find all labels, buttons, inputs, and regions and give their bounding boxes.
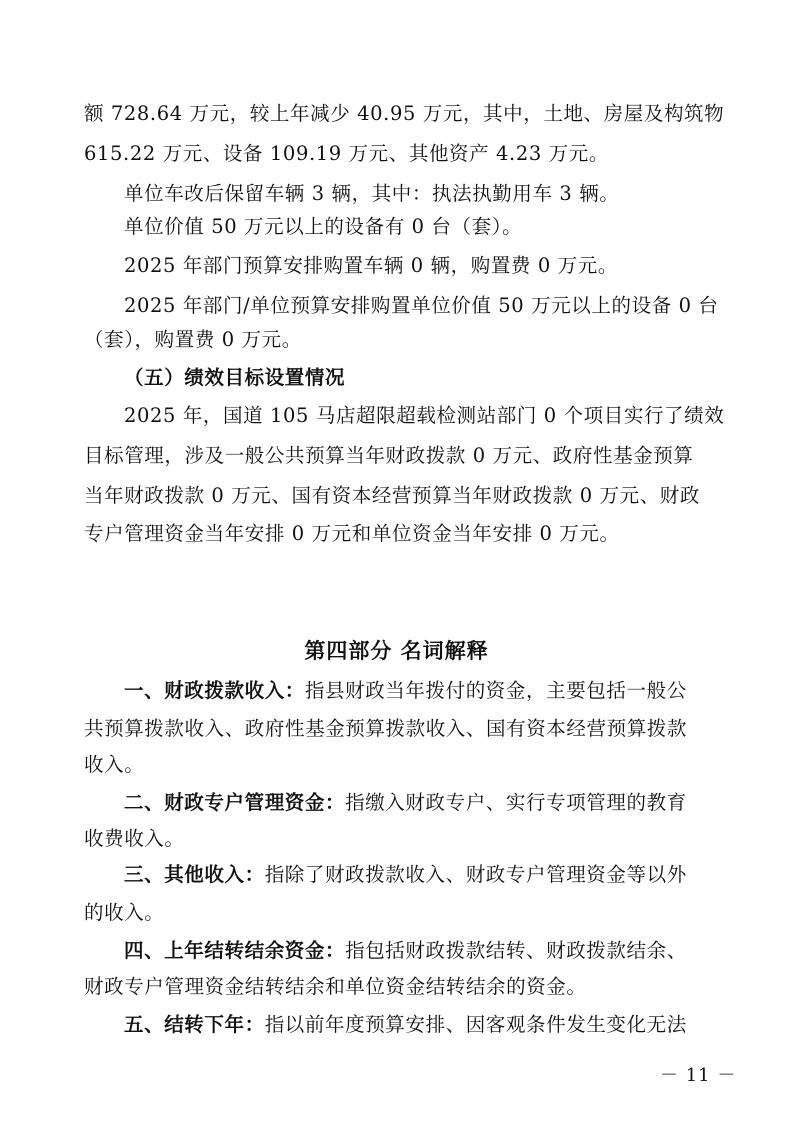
definition-4-line-1 [124, 937, 724, 965]
vehicles-text: 单位车改后保留车辆 3 辆，其中：执法执勤用车 3 辆。 [124, 182, 620, 205]
page-number: － 11 － [660, 1065, 737, 1086]
definition-3-line-2: 的收入。 [84, 901, 165, 924]
definition-1-line-2: 共预算拨款收入、政府性基金预算拨款收入、国有资本经营预算拨款 [84, 717, 688, 740]
definition-1-line-3: 收入。 [84, 753, 145, 776]
definition-text: 指除了财政拨款收入、财政专户管理资金等以外 [264, 863, 687, 886]
performance-line-2: 目标管理，涉及一般公共预算当年财政拨款 0 万元、政府性基金预算 [84, 444, 694, 467]
definition-3-line-1 [124, 861, 724, 889]
definition-term: 三、其他收入： [124, 863, 265, 886]
definition-1-line-1 [124, 677, 724, 705]
purchase-equipment-line-2: （套），购置费 0 万元。 [84, 328, 302, 351]
definition-term: 二、财政专户管理资金： [124, 791, 346, 814]
definition-2-line-2: 收费收入。 [84, 827, 185, 850]
assets-line-2: 615.22 万元、设备 109.19 万元、其他资产 4.23 万元。 [84, 142, 609, 165]
purchase-vehicles-text: 2025 年部门预算安排购置车辆 0 辆，购置费 0 万元。 [124, 254, 618, 277]
definition-term: 五、结转下年： [124, 1013, 265, 1036]
definition-text: 指缴入财政专户、实行专项管理的教育 [345, 791, 687, 814]
performance-line-4: 专户管理资金当年安排 0 万元和单位资金当年安排 0 万元。 [84, 522, 620, 545]
definition-2-line-1 [124, 789, 724, 817]
purchase-equipment-line-1: 2025 年部门/单位预算安排购置单位价值 50 万元以上的设备 0 台 [124, 294, 719, 317]
definition-text: 指县财政当年拨付的资金，主要包括一般公 [304, 679, 687, 702]
performance-line-3: 当年财政拨款 0 万元、国有资本经营预算当年财政拨款 0 万元、财政 [84, 484, 701, 507]
section-title: 第四部分 名词解释 [304, 639, 489, 663]
definition-text: 指以前年度预算安排、因客观条件发生变化无法 [264, 1013, 687, 1036]
equipment-text: 单位价值 50 万元以上的设备有 0 台（套）。 [124, 215, 523, 238]
definition-5-line-1 [124, 1011, 724, 1039]
definition-term: 一、财政拨款收入： [124, 679, 305, 702]
definition-term: 四、上年结转结余资金： [124, 939, 346, 962]
assets-line-1: 额 728.64 万元，较上年减少 40.95 万元，其中，土地、房屋及构筑物 [84, 102, 725, 125]
performance-heading: （五）绩效目标设置情况 [124, 366, 346, 389]
definition-text: 指包括财政拨款结转、财政拨款结余、 [345, 939, 687, 962]
definition-4-line-2: 财政专户管理资金结转结余和单位资金结转结余的资金。 [84, 975, 587, 998]
performance-line-1: 2025 年，国道 105 马店超限超载检测站部门 0 个项目实行了绩效 [124, 404, 725, 427]
